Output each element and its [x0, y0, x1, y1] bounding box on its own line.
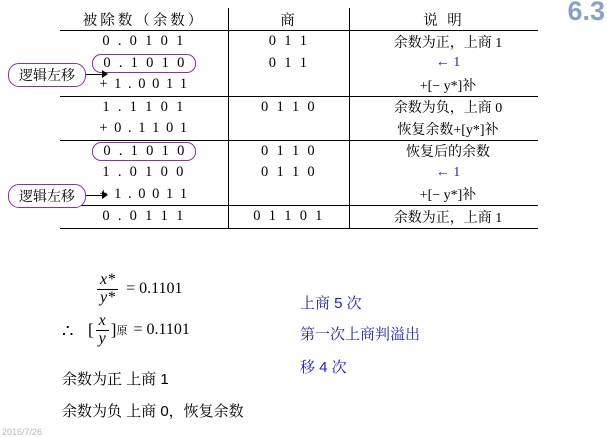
cell-quotient: 0 1 1 0: [229, 96, 350, 118]
cell-dividend: + 1 . 0 0 1 1: [99, 185, 189, 202]
cell-dividend: 0 . 0 1 0 1: [102, 33, 186, 50]
therefore-symbol: ∴: [62, 321, 74, 341]
fraction-result-2: [88, 313, 190, 348]
cell-dividend: 0 . 0 1 1 1: [102, 208, 186, 225]
cell-quotient: 0 1 1 0 1: [229, 206, 350, 229]
cell-quotient: [229, 74, 350, 96]
shift-label-2: 逻辑左移: [8, 184, 86, 208]
table-row: [60, 184, 538, 206]
header-quotient: 商: [229, 8, 350, 31]
cell-note: +[− y*]补: [419, 188, 477, 204]
cell-note: ← 1: [435, 55, 461, 71]
arrow-head-2: [102, 191, 108, 199]
cell-quotient: 0 1 1 0: [229, 162, 350, 184]
bracket-subscript: 原: [116, 325, 128, 338]
note-quotient-count: 上商 5 次: [300, 295, 362, 312]
cell-note: +[− y*]补: [419, 78, 477, 94]
shift-label-1: 逻辑左移: [8, 63, 86, 87]
rule-negative-remainder: 余数为负 上商 0，恢复余数: [62, 403, 244, 420]
date-stamp: 2016/7/26: [2, 427, 43, 437]
arrow-head-1: [102, 70, 108, 78]
cell-quotient: 0 1 1 0: [229, 140, 350, 162]
table-row: [60, 206, 538, 229]
table-row: [60, 53, 538, 75]
cell-dividend-highlighted: 0 . 1 0 1 0: [60, 53, 229, 75]
cell-note: 恢复余数+[y*]补: [397, 122, 499, 138]
cell-quotient: 0 1 1: [229, 31, 350, 53]
table-row: [60, 118, 538, 140]
cell-note: 余数为正，上商 1: [393, 210, 503, 226]
slide-number: 6.3: [567, 0, 605, 26]
cell-dividend: + 1 . 0 0 1 1: [99, 76, 189, 93]
cell-quotient: [229, 118, 350, 140]
cell-note: 余数为正，上商 1: [393, 35, 503, 51]
header-dividend: 被除数（余数）: [82, 12, 206, 29]
division-table: [60, 8, 538, 229]
note-shift-count: 移 4 次: [300, 359, 347, 376]
cell-quotient: 0 1 1: [229, 53, 350, 75]
fraction-2-equals: = 0.1101: [133, 321, 190, 339]
fraction-1-equals: = 0.1101: [126, 280, 183, 298]
cell-dividend: 1 . 0 1 0 0: [102, 164, 186, 181]
cell-note: 恢复后的余数: [406, 145, 490, 161]
table-row: [60, 96, 538, 118]
bracket-close: ]: [110, 320, 117, 340]
cell-dividend-highlighted: 0 . 1 0 1 0: [60, 140, 229, 162]
table-header-row: [60, 8, 538, 31]
rule-positive-remainder: 余数为正 上商 1: [62, 371, 169, 388]
bracket-open: [: [88, 320, 94, 340]
cell-note: 余数为负，上商 0: [393, 101, 503, 117]
fraction-result-1: [95, 272, 183, 307]
cell-dividend: 1 . 1 1 0 1: [102, 98, 186, 115]
table-row: [60, 140, 538, 162]
fraction-xy: $\frac{x}{y}$: [96, 313, 109, 348]
table-row: [60, 31, 538, 53]
note-overflow-check: 第一次上商判溢出: [300, 326, 421, 343]
cell-quotient: [229, 184, 350, 206]
cell-dividend: + 0 . 1 1 0 1: [99, 120, 189, 137]
fraction-xy-star: $\frac{x*}{y*}$: [97, 272, 118, 307]
table-row: [60, 74, 538, 96]
cell-note: ← 1: [435, 164, 461, 180]
header-note: 说 明: [423, 12, 465, 29]
table-row: [60, 162, 538, 184]
